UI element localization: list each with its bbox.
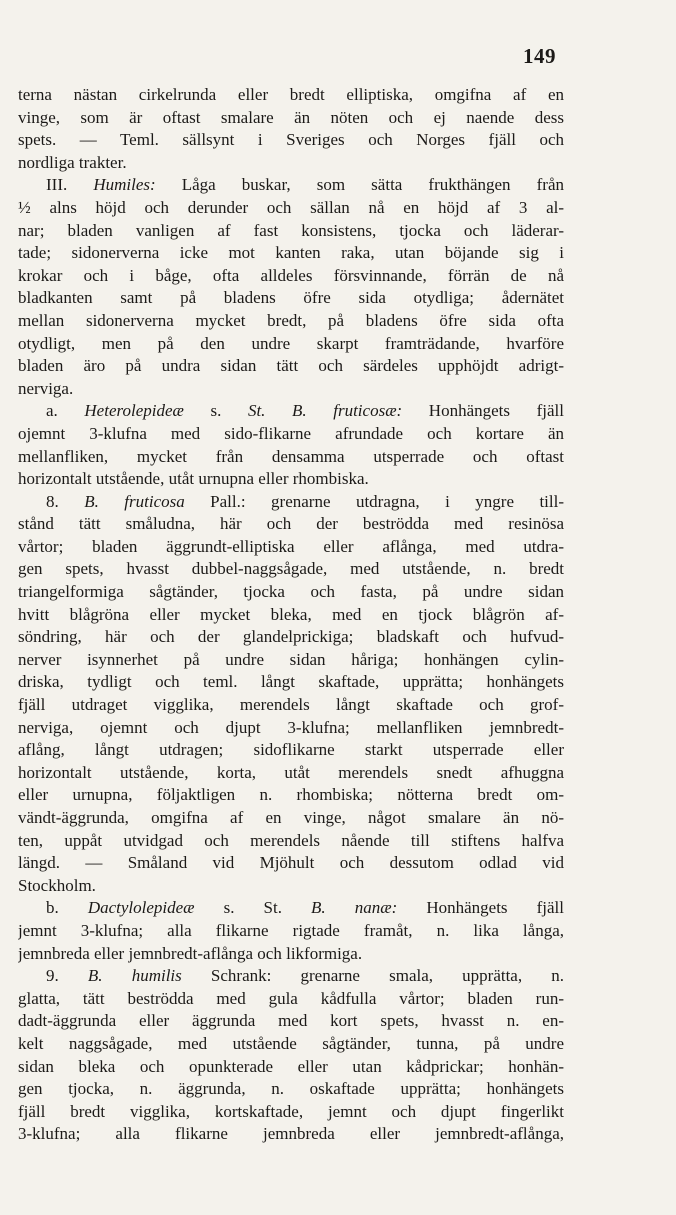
text-segment: Låga buskar, som sätta frukthängen från bbox=[155, 175, 564, 195]
text-line bbox=[18, 604, 564, 627]
text-line bbox=[18, 265, 564, 288]
text-segment: fjäll utdraget vigglika, merendels långt skaftade och grof- bbox=[18, 695, 564, 715]
text-segment: nerviga. bbox=[18, 378, 74, 398]
text-segment: nerver isynnerhet på undre sidan håriga; honhängen cylin- bbox=[18, 649, 564, 669]
text-segment: sidan bleka och opunkterade eller utan kådprickar; honhän- bbox=[18, 1056, 564, 1076]
text-segment: hvitt blågröna eller mycket bleka, med en tjock blågrön af- bbox=[18, 604, 564, 624]
text-segment: Schrank: grenarne smala, upprätta, n. bbox=[181, 966, 564, 986]
text-segment: horizontalt utstående, korta, utåt merendels snedt afhuggna bbox=[18, 762, 564, 782]
text-segment: spets. — Teml. sällsynt i Sveriges och Norges fjäll och bbox=[18, 130, 564, 150]
text-segment: nordliga trakter. bbox=[18, 152, 127, 172]
text-line bbox=[18, 581, 564, 604]
italic-text: St. B. fruticosæ: bbox=[247, 401, 403, 421]
text-line bbox=[18, 491, 564, 514]
text-segment: 9. bbox=[46, 966, 88, 986]
text-segment: jemnbreda eller jemnbredt-aflånga och likformiga. bbox=[18, 943, 363, 963]
text-line bbox=[18, 197, 564, 220]
text-segment: Stockholm. bbox=[18, 875, 96, 895]
text-segment: triangelformiga sågtänder, tjocka och fasta, på undre sidan bbox=[18, 582, 564, 602]
text-segment: vändt-äggrunda, omgifna af en vinge, något smalare än nö- bbox=[18, 808, 564, 827]
italic-text: B. nanæ: bbox=[311, 898, 398, 918]
text-line bbox=[18, 536, 564, 559]
text-segment: III. bbox=[46, 175, 94, 195]
text-line bbox=[18, 807, 564, 830]
text-segment: ten, uppåt utvidgad och merendels nående till stiftens halfva bbox=[18, 830, 564, 850]
text-segment: a. bbox=[46, 401, 85, 421]
text-segment: söndring, här och der glandelprickiga; bladskaft och hufvud- bbox=[18, 627, 564, 647]
text-line bbox=[18, 1056, 564, 1079]
text-line bbox=[18, 129, 564, 152]
text-line bbox=[18, 513, 564, 536]
text-line bbox=[18, 152, 564, 175]
text-line bbox=[18, 762, 564, 785]
text-segment: krokar och i båge, ofta alldeles försvinnande, förrän de nå bbox=[18, 265, 564, 285]
text-segment: terna nästan cirkelrunda eller bredt elliptiska, omgifna af en bbox=[18, 85, 564, 104]
text-line bbox=[18, 649, 564, 672]
text-segment: Pall.: grenarne utdragna, i yngre till- bbox=[184, 491, 564, 511]
text-line bbox=[18, 1123, 564, 1146]
text-line bbox=[18, 220, 564, 243]
text-line bbox=[18, 174, 564, 197]
text-line bbox=[18, 943, 564, 966]
text-line bbox=[18, 694, 564, 717]
text-line bbox=[18, 988, 564, 1011]
text-segment: vinge, som är oftast smalare än nöten och ej naende dess bbox=[18, 107, 564, 127]
text-line bbox=[18, 242, 564, 265]
text-line bbox=[18, 333, 564, 356]
text-line bbox=[18, 1101, 564, 1124]
text-segment: s. St. bbox=[194, 898, 312, 918]
text-segment: mellan sidonerverna mycket bredt, på bladens öfre sida ofta bbox=[18, 310, 564, 330]
text-line bbox=[18, 965, 564, 988]
text-line bbox=[18, 310, 564, 333]
text-segment: stånd tätt småludna, här och der beströdda med resinösa bbox=[18, 514, 564, 534]
italic-text: B. humilis bbox=[87, 966, 182, 986]
text-segment: s. bbox=[183, 401, 248, 421]
text-line bbox=[18, 378, 564, 401]
text-segment: vårtor; bladen äggrundt-elliptiska eller aflånga, med utdra- bbox=[18, 536, 564, 556]
text-segment: eller urnupna, följaktligen n. rhombiska; nötterna bredt om- bbox=[18, 785, 564, 805]
text-line bbox=[18, 784, 564, 807]
text-line bbox=[18, 468, 564, 491]
text-line bbox=[18, 717, 564, 740]
text-segment: bladkanten samt på bladens öfre sida otydliga; ådernätet bbox=[18, 288, 564, 308]
text-segment: jemnt 3-klufna; alla flikarne rigtade framåt, n. lika långa, bbox=[18, 920, 564, 940]
text-segment: bladen äro på undra sidan tätt och särdeles upphöjdt adrigt- bbox=[18, 356, 564, 376]
text-segment: driska, tydligt och teml. långt skaftade, upprätta; honhängets bbox=[18, 672, 564, 692]
text-segment: aflång, långt utdragen; sidoflikarne starkt utsperrade eller bbox=[18, 740, 564, 760]
text-segment: tade; sidonerverna icke mot kanten raka, utan böjande sig i bbox=[18, 243, 564, 263]
body-text bbox=[18, 84, 564, 1146]
text-segment: b. bbox=[46, 898, 88, 918]
text-line bbox=[18, 1010, 564, 1033]
text-segment: nar; bladen vanligen af fast konsistens, tjocka och läderar- bbox=[18, 220, 564, 240]
text-line bbox=[18, 739, 564, 762]
text-segment: fjäll bredt vigglika, kortskaftade, jemnt och djupt fingerlikt bbox=[18, 1101, 564, 1121]
text-segment: mellanfliken, mycket från densamma utsperrade och oftast bbox=[18, 446, 564, 466]
text-line bbox=[18, 446, 564, 469]
text-segment: gen tjocka, n. äggrunda, n. oskaftade upprätta; honhängets bbox=[18, 1079, 564, 1099]
text-line bbox=[18, 920, 564, 943]
text-segment: 3-klufna; alla flikarne jemnbreda eller jemnbredt-aflånga, bbox=[18, 1124, 564, 1144]
text-segment: 8. bbox=[46, 491, 85, 511]
text-segment: Honhängets fjäll bbox=[397, 898, 564, 918]
italic-text: B. fruticosa bbox=[84, 491, 185, 511]
text-line bbox=[18, 1078, 564, 1101]
text-segment: horizontalt utstående, utåt urnupna eller rhombiska. bbox=[18, 469, 369, 489]
text-segment: dadt-äggrunda eller äggrunda med kort spets, hvasst n. en- bbox=[18, 1011, 564, 1031]
page-number: 149 bbox=[523, 44, 556, 68]
text-line bbox=[18, 400, 564, 423]
text-segment: ojemnt 3-klufna med sido-flikarne afrundade och kortare än bbox=[18, 423, 564, 443]
text-segment: nerviga, ojemnt och djupt 3-klufna; mellanfliken jemnbredt- bbox=[18, 717, 564, 737]
text-line bbox=[18, 558, 564, 581]
text-line bbox=[18, 355, 564, 378]
text-line bbox=[18, 897, 564, 920]
text-line bbox=[18, 830, 564, 853]
text-line bbox=[18, 1033, 564, 1056]
text-line bbox=[18, 875, 564, 898]
text-line bbox=[18, 423, 564, 446]
text-line bbox=[18, 626, 564, 649]
text-segment: Honhängets fjäll bbox=[402, 401, 564, 421]
text-line bbox=[18, 287, 564, 310]
text-segment: längd. — Småland vid Mjöhult och dessutom odlad vid bbox=[18, 853, 564, 873]
text-line bbox=[18, 852, 564, 875]
text-line bbox=[18, 107, 564, 130]
text-segment: kelt naggsågade, med utstående sågtänder, tunna, på undre bbox=[18, 1033, 564, 1053]
text-segment: glatta, tätt beströdda med gula kådfulla vårtor; bladen run- bbox=[18, 988, 564, 1008]
text-segment: gen spets, hvasst dubbel-naggsågade, med utstående, n. bredt bbox=[18, 559, 564, 579]
text-segment: otydligt, men på den undre skarpt framträdande, hvarföre bbox=[18, 333, 564, 353]
italic-text: Heterolepideæ bbox=[84, 401, 184, 421]
text-line bbox=[18, 84, 564, 107]
text-segment: ½ alns höjd och derunder och sällan nå en höjd af 3 al- bbox=[18, 197, 564, 217]
italic-text: Dactylolepideæ bbox=[87, 898, 195, 918]
italic-text: Humiles: bbox=[93, 175, 156, 195]
text-line bbox=[18, 671, 564, 694]
